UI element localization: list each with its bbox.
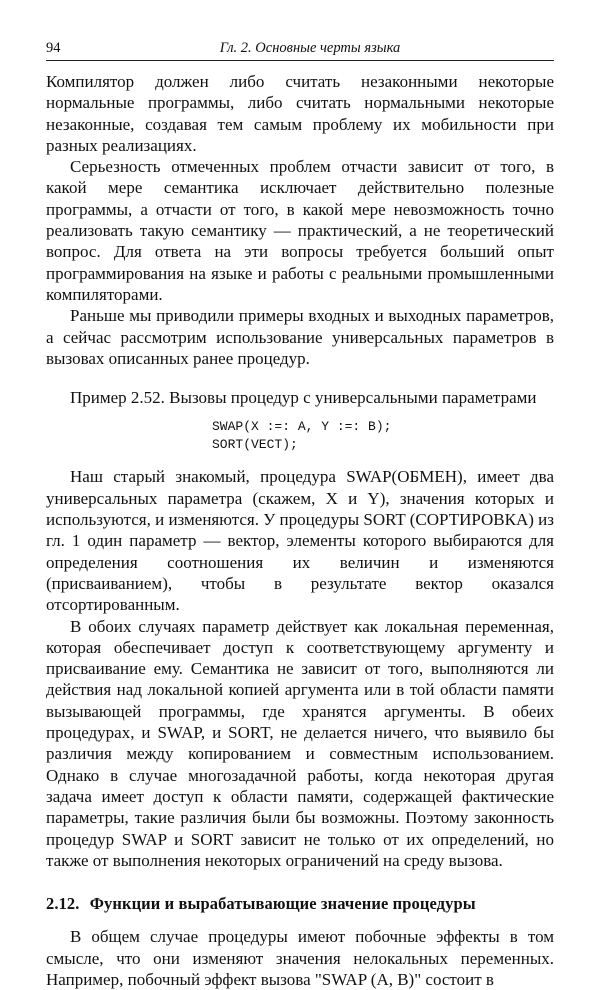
body-text — [46, 71, 554, 990]
example-caption: Пример 2.52. Вызовы процедур с универсальными параметрами — [70, 388, 537, 408]
running-title: Гл. 2. Основные черты языка — [219, 40, 401, 56]
page-number: 94 — [46, 40, 61, 56]
paragraph: Раньше мы приводили примеры входных и выходных параметров, а сейчас рассмотрим использование универсальных параметров в вызовах описанных ранее процедур. — [46, 306, 554, 368]
code-line: SWAP(X :=: A, Y :=: B); — [212, 419, 392, 435]
section-title: Функции и вырабатывающие значение процедуры — [89, 894, 476, 914]
section-number: 2.12. — [46, 894, 80, 914]
section-heading — [46, 893, 554, 914]
paragraph: Наш старый знакомый, процедура SWAP(ОБМЕН), имеет два универсальных параметра (скажем, X и Y), значения которых и используются, и изменяются. У процедуры SORT (СОРТИРОВКА) из гл. 1 один параметр — вектор, элементы которого выбираются для определения соотношения их величин и изменяются (присваиванием), чтобы в результате вектор оказался отсортированным. — [46, 467, 554, 615]
paragraph: В общем случае процедуры имеют побочные эффекты в том смысле, что они изменяют значения нелокальных переменных. Например, побочный эффект вызова "SWAP (A, B)" состоит в — [46, 927, 554, 989]
code-block — [46, 418, 554, 454]
book-page — [46, 40, 554, 990]
paragraph: Компилятор должен либо считать незаконными некоторые нормальные программы, либо считать нормальными некоторые незаконные, создавая тем самым проблему их мобильности при разных реализациях. — [46, 72, 554, 155]
paragraph: В обоих случаях параметр действует как локальная переменная, которая обеспечивает доступ к соответствующему аргументу и присваивание ему. Семантика не зависит от того, выполняются ли действия над локальной копией аргумента или в той области памяти вызывающей программы, где хранятся аргументы. В обеих процедурах, и SWAP, и SORT, не делается ничего, что выявило бы различия между копированием и совместным использованием. Однако в случае многозадачной работы, когда некоторая другая задача имеет доступ к области памяти, содержащей фактические параметры, такие различия были бы возможны. Поэтому законность процедур SWAP и SORT зависит не только от их определений, но также от выполнения некоторых ограничений на среду вызова. — [46, 616, 554, 870]
code-line: SORT(VECT); — [212, 437, 298, 453]
running-head — [46, 40, 554, 61]
paragraph: Серьезность отмеченных проблем отчасти зависит от того, в какой мере семантика исключает действительно полезные программы, а отчасти от того, в какой мере невозможность точно реализовать такую семантику — практический, а не теоретический вопрос. Для ответа на эти вопросы требуется больший опыт программирования на языке и работы с реальными промышленными компиляторами. — [46, 157, 554, 304]
